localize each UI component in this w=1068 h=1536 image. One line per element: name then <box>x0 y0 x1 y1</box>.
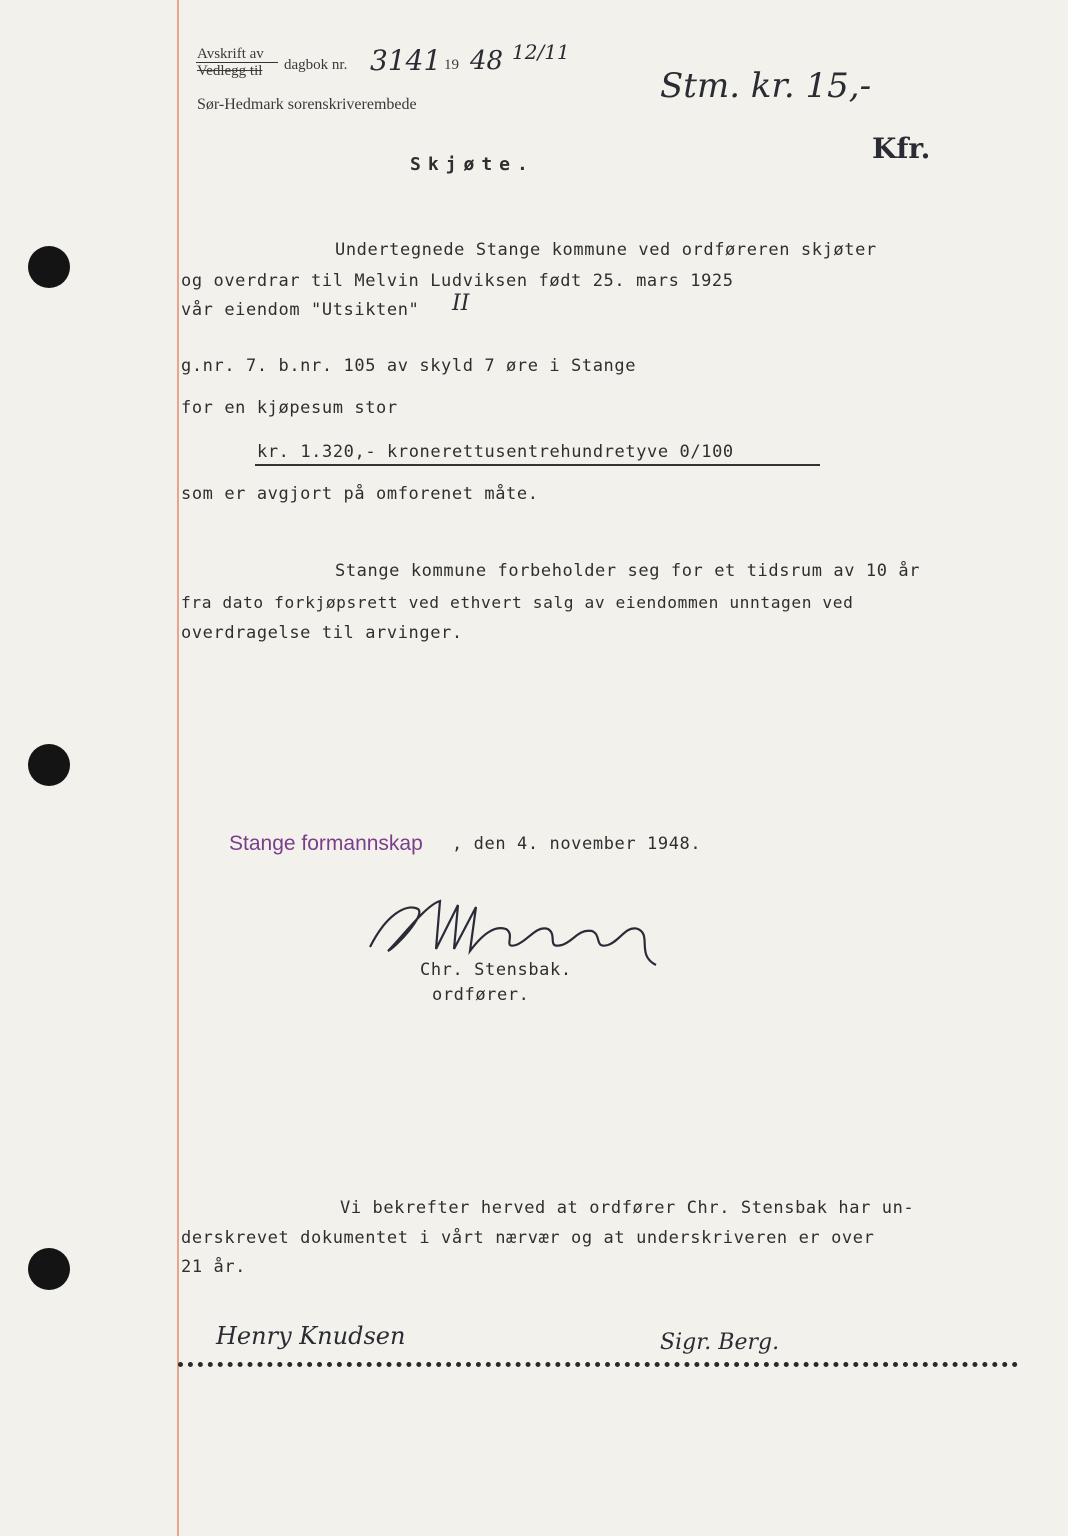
formannskap-stamp: Stange formannskap <box>229 832 423 855</box>
stamp-duty-note: Stm. kr. 15,- <box>660 66 872 106</box>
year-prefix: 19 <box>444 57 459 73</box>
body-line: g.nr. 7. b.nr. 105 av skyld 7 øre i Stange <box>181 356 637 376</box>
date-line: , den 4. november 1948. <box>452 834 702 854</box>
signatory-title: ordfører. <box>432 985 530 1005</box>
punch-hole <box>28 744 70 786</box>
vedlegg-label: Vedlegg til <box>197 63 263 79</box>
witness-signature-1: Henry Knudsen <box>216 1322 406 1350</box>
body-line: for en kjøpesum stor <box>181 398 398 418</box>
witness-line: 21 år. <box>181 1257 247 1277</box>
header-rule <box>196 62 278 63</box>
witness-line: derskrevet dokumentet i vårt nærvær og at underskriveren er over <box>181 1228 875 1248</box>
body-line: og overdrar til Melvin Ludviksen født 25. mars 1925 <box>181 271 734 291</box>
body-line: Stange kommune forbeholder seg for et tidsrum av 10 år <box>335 561 921 581</box>
margin-line <box>177 0 179 1536</box>
document-title: Skjøte. <box>410 154 535 175</box>
signatory-name: Chr. Stensbak. <box>420 960 572 980</box>
corner-mark: Kfr. <box>872 132 931 165</box>
body-line: overdragelse til arvinger. <box>181 623 463 643</box>
dagbok-label: dagbok nr. <box>284 57 348 73</box>
price-line: kr. 1.320,- kronerettusentrehundretyve 0/100 <box>257 442 734 462</box>
witness-signature-2: Sigr. Berg. <box>660 1330 780 1355</box>
office-name: Sør-Hedmark sorenskriverembede <box>197 96 417 113</box>
utsikten-handwritten: II <box>452 291 470 316</box>
price-underline <box>255 464 820 466</box>
signature-dotted-line <box>178 1362 1018 1367</box>
body-line: vår eiendom "Utsikten" <box>181 300 420 320</box>
dagbok-number: 3141 <box>370 44 442 77</box>
punch-hole <box>28 1248 70 1290</box>
date-handwritten: 12/11 <box>512 40 570 64</box>
avskrift-label: Avskrift av <box>197 46 264 62</box>
body-line: fra dato forkjøpsrett ved ethvert salg av eiendommen unntagen ved <box>181 593 854 612</box>
body-line: Undertegnede Stange kommune ved ordføreren skjøter <box>335 240 877 260</box>
year-suffix: 48 <box>470 46 504 76</box>
punch-hole <box>28 246 70 288</box>
body-line: som er avgjort på omforenet måte. <box>181 484 539 504</box>
witness-line: Vi bekrefter herved at ordfører Chr. Stensbak har un- <box>340 1198 915 1218</box>
